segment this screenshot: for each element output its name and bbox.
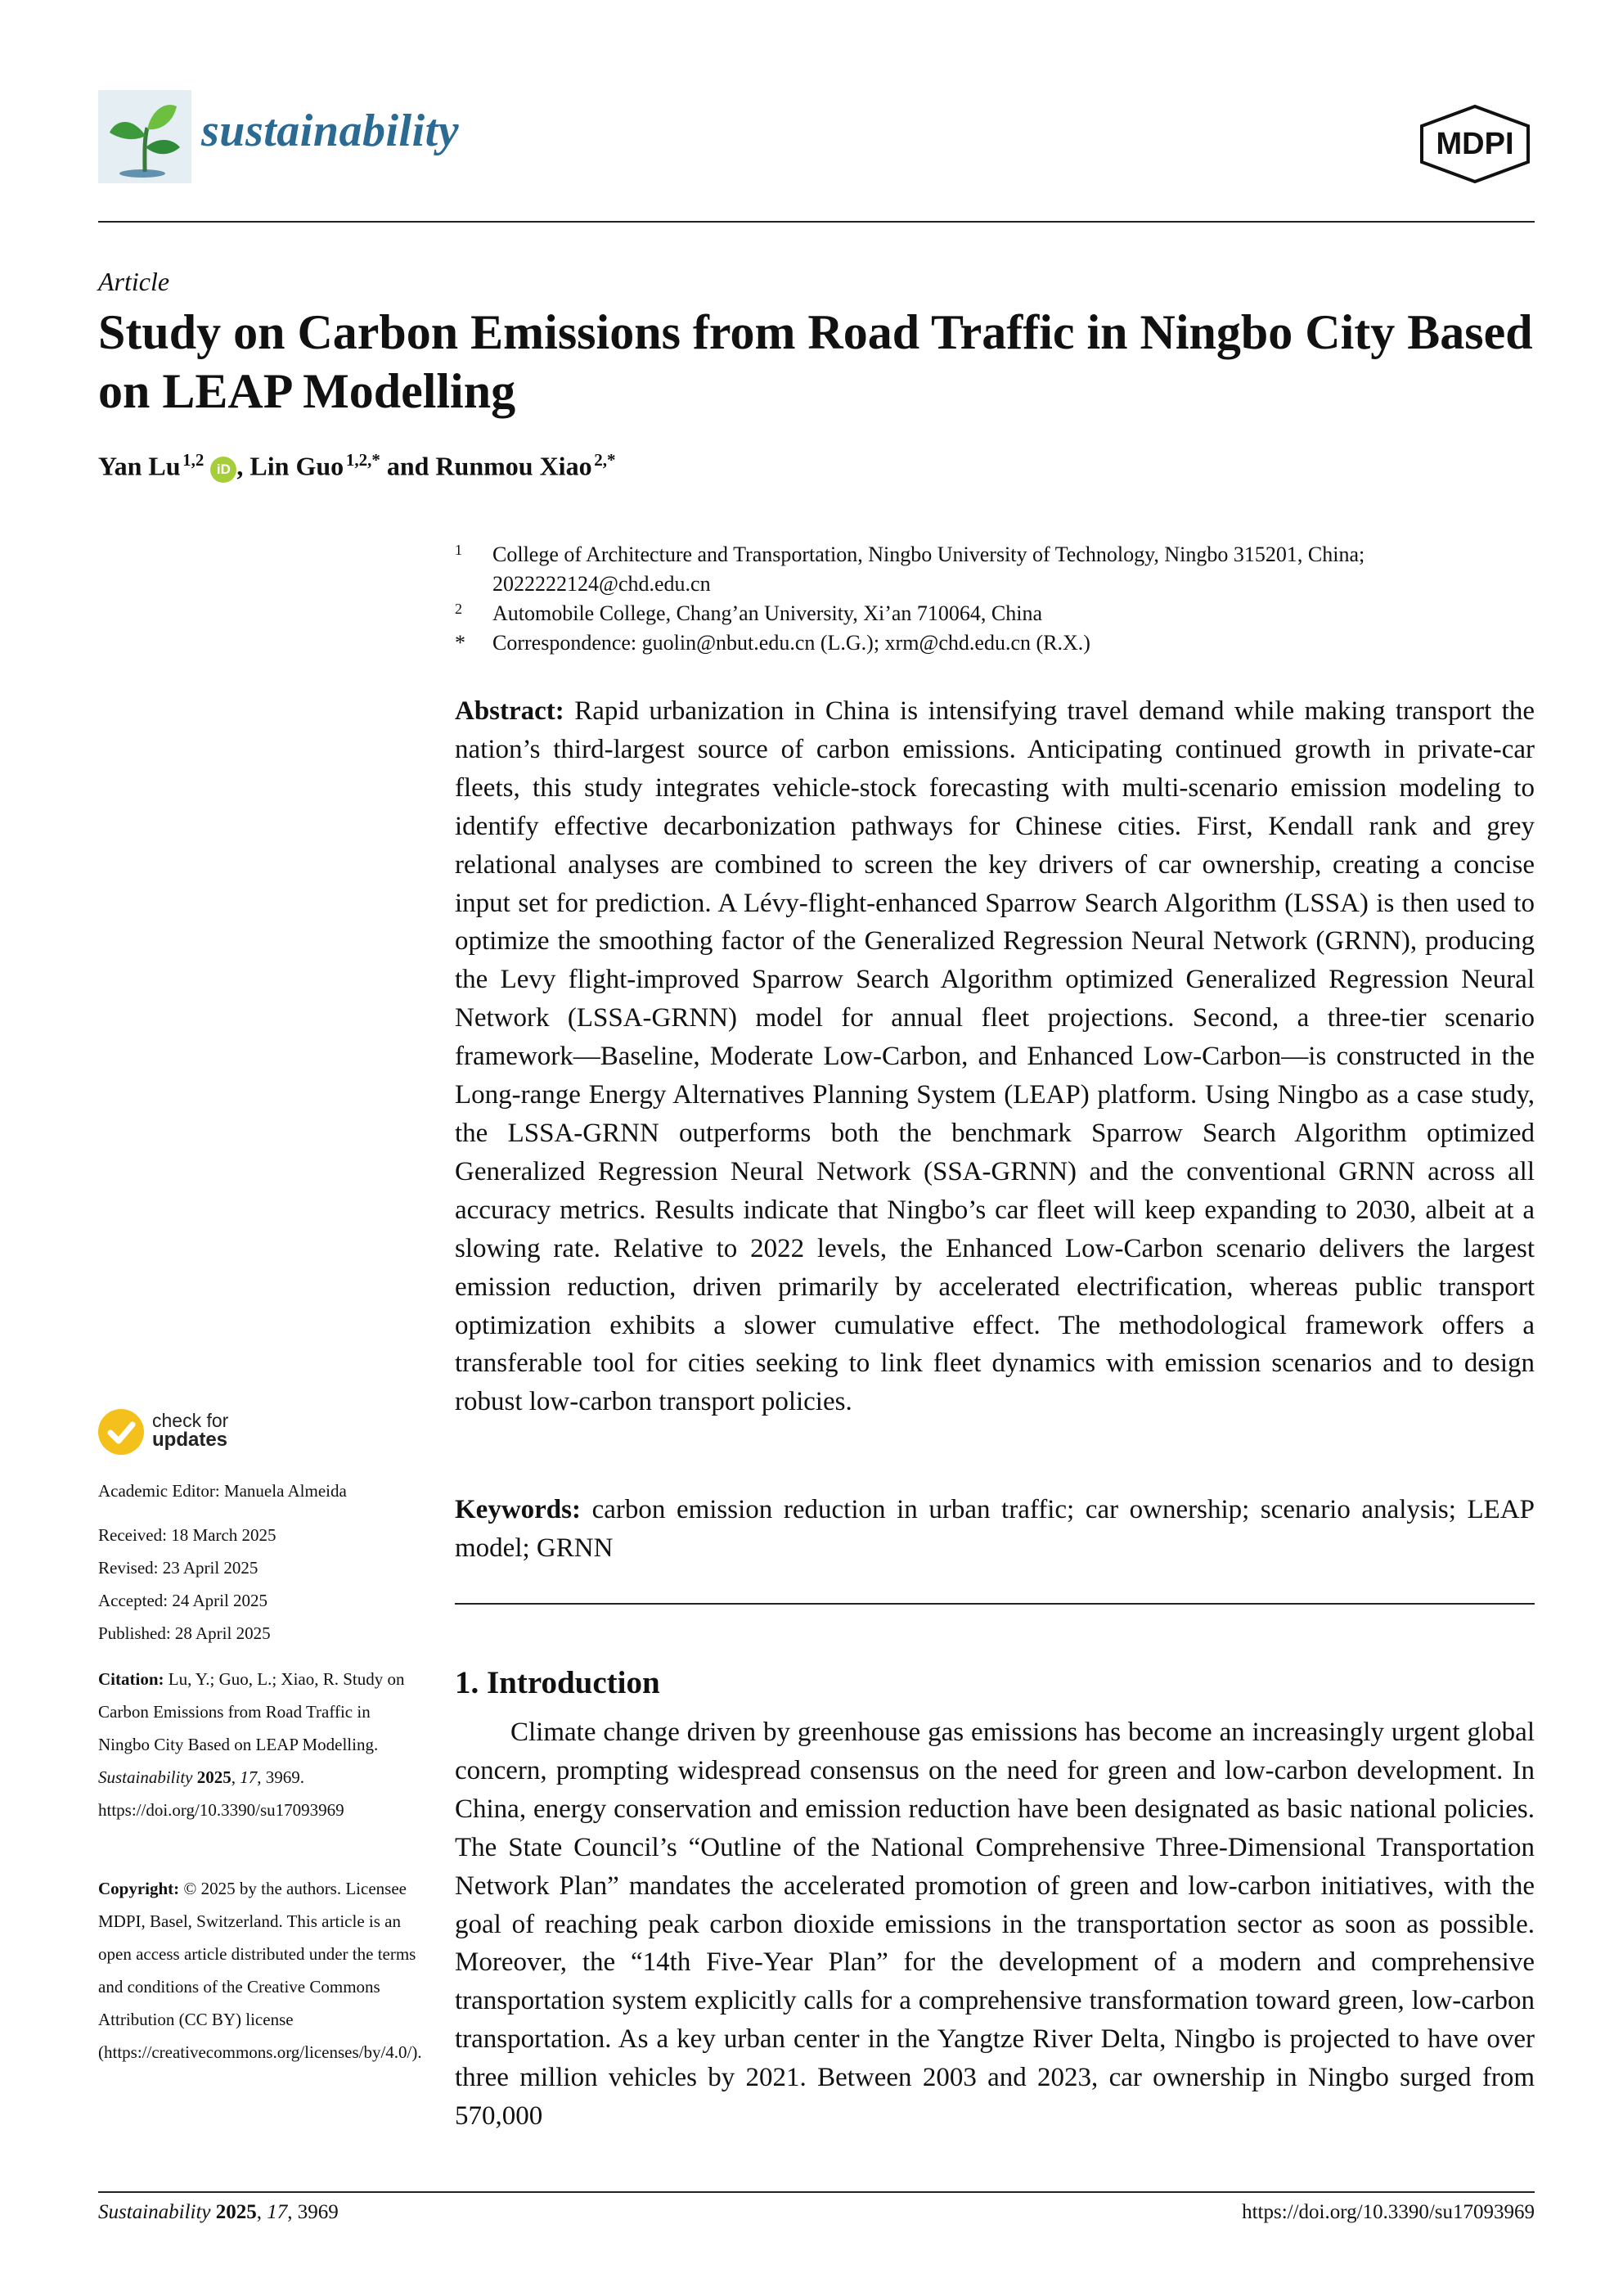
article-type: Article bbox=[98, 267, 170, 296]
date-revised: Revised: 23 April 2025 bbox=[98, 1558, 259, 1578]
check-updates-line2: updates bbox=[152, 1429, 228, 1451]
citation-journal: Sustainability bbox=[98, 1767, 193, 1787]
article-title: Study on Carbon Emissions from Road Traffic in Ningbo City Based on LEAP Modelling bbox=[98, 305, 1533, 418]
check-for-updates-icon[interactable] bbox=[98, 1409, 144, 1455]
author-name: Yan Lu bbox=[98, 451, 181, 481]
journal-name: sustainability bbox=[201, 106, 460, 156]
citation-text: Lu, Y.; Guo, L.; Xiao, R. Study on Carbon Emissions from Road Traffic in Ningbo City Based on LEAP Modelling. bbox=[98, 1669, 405, 1754]
affiliation-mark: 2 bbox=[455, 601, 462, 617]
abstract-label: Abstract: bbox=[455, 696, 564, 726]
mdpi-logo-text: MDPI bbox=[1436, 127, 1514, 161]
check-updates-line1: check for bbox=[152, 1410, 229, 1431]
keywords bbox=[455, 1491, 1535, 1568]
mdpi-logo bbox=[1414, 103, 1536, 185]
author-separator-and: and bbox=[380, 451, 436, 481]
citation: Citation: Lu, Y.; Guo, L.; Xiao, R. Study on Carbon Emissions from Road Traffic in Ningbo City Based on LEAP Modelling. Sustainability 2025, 17, 3969. https://doi.org/10.3390/su17093969 bbox=[98, 1669, 405, 1820]
affiliation-item bbox=[455, 599, 1535, 628]
date-received: Received: 18 March 2025 bbox=[98, 1525, 276, 1545]
footer-doi-link[interactable]: https://doi.org/10.3390/su17093969 bbox=[1242, 2201, 1535, 2223]
footer-article-number: , 3969 bbox=[287, 2201, 339, 2223]
introduction-text: Climate change driven by greenhouse gas emissions has become an increasingly urgent global concern, prompting widespread consensus on the need for green and low-carbon development. In China, energy conservation and emission reduction have been designated as basic national policies. The State Council’s “Outline of the National Comprehensive Three-Dimensional Transportation Network Plan” mandates the accelerated promotion of green and low-carbon initiatives, with the goal of reaching peak carbon dioxide emissions in the transportation sector as soon as possible. Moreover, the “14th Five-Year Plan” for the development of a modern and comprehensive transportation system explicitly calls for a comprehensive transformation toward green, low-carbon transportation. As a key urban center in the Yangtze River Delta, Ningbo is projected to have over three million vehicles by 2021. Between 2003 and 2023, car ownership in Ningbo surged from 570,000 bbox=[455, 1717, 1535, 2132]
citation-year: 2025 bbox=[196, 1767, 232, 1787]
academic-editor: Academic Editor: Manuela Almeida bbox=[98, 1481, 347, 1501]
copyright bbox=[98, 1872, 425, 2069]
copyright-text: © 2025 by the authors. Licensee MDPI, Basel, Switzerland. This article is an open access article distributed under the terms and conditions of the Creative Commons Attribution (CC BY) license (https://creativecommons.org/licenses/by/4.0/). bbox=[98, 1879, 422, 2062]
author-separator: , bbox=[236, 451, 250, 481]
affiliations bbox=[455, 540, 1535, 658]
journal-logo bbox=[98, 90, 191, 183]
date-published: Published: 28 April 2025 bbox=[98, 1623, 271, 1643]
correspondence-text: Correspondence: guolin@nbut.edu.cn (L.G.); xrm@chd.edu.cn (R.X.) bbox=[492, 631, 1090, 655]
author-affiliation-marks: 1,2,* bbox=[345, 450, 380, 470]
footer-volume: 17 bbox=[267, 2201, 288, 2223]
date-accepted: Accepted: 24 April 2025 bbox=[98, 1591, 268, 1610]
section-divider bbox=[455, 1603, 1535, 1605]
orcid-icon[interactable]: iD bbox=[210, 457, 236, 483]
footer-citation: Sustainability 2025, 17, 3969 bbox=[98, 2201, 339, 2223]
footer-divider bbox=[98, 2191, 1535, 2193]
keywords-label: Keywords: bbox=[455, 1495, 581, 1524]
affiliation-text: Automobile College, Chang’an University, Xi’an 710064, China bbox=[492, 601, 1043, 625]
abstract bbox=[455, 692, 1535, 1421]
author-affiliation-marks: 1,2 bbox=[182, 450, 205, 470]
correspondence-mark: * bbox=[455, 631, 465, 655]
affiliation-text: College of Architecture and Transportation, Ningbo University of Technology, Ningbo 315201, China; 2022222124@chd.edu.cn bbox=[492, 542, 1365, 596]
publication-dates bbox=[98, 1519, 425, 1650]
affiliation-item bbox=[455, 628, 1535, 658]
author-list bbox=[98, 450, 615, 483]
citation-rest[interactable]: , 3969. https://doi.org/10.3390/su17093969 bbox=[98, 1767, 344, 1820]
section-heading: 1. Introduction bbox=[455, 1665, 660, 1700]
check-for-updates-button[interactable] bbox=[152, 1411, 228, 1450]
citation-label: Citation: bbox=[98, 1669, 164, 1689]
header-divider bbox=[98, 221, 1535, 223]
author-name: Lin Guo bbox=[250, 451, 344, 481]
footer-year: 2025 bbox=[215, 2201, 257, 2223]
affiliation-item bbox=[455, 540, 1535, 599]
affiliation-mark: 1 bbox=[455, 542, 462, 558]
keywords-text: carbon emission reduction in urban traffic; car ownership; scenario analysis; LEAP model; GRNN bbox=[455, 1495, 1535, 1563]
author-name: Runmou Xiao bbox=[435, 451, 592, 481]
citation-volume: 17 bbox=[240, 1767, 258, 1787]
footer-journal: Sustainability bbox=[98, 2201, 211, 2223]
abstract-text: Rapid urbanization in China is intensifying travel demand while making transport the nation’s third-largest source of carbon emissions. Anticipating continued growth in private-car fleets, this study integrates vehicle-stock forecasting with multi-scenario emission modeling to identify effective decarbonization pathways for Chinese cities. First, Kendall rank and grey relational analyses are combined to screen the key drivers of car ownership, creating a concise input set for prediction. A Lévy-flight-enhanced Sparrow Search Algorithm (LSSA) is then used to optimize the smoothing factor of the Generalized Regression Neural Network (GRNN), producing the Levy flight-improved Sparrow Search Algorithm optimized Generalized Regression Neural Network (LSSA-GRNN) model for annual fleet projections. Second, a three-tier scenario framework—Baseline, Moderate Low-Carbon, and Enhanced Low-Carbon—is constructed in the Long-range Energy Alternatives Planning System (LEAP) platform. Using Ningbo as a case study, the LSSA-GRNN outperforms both the benchmark Sparrow Search Algorithm optimized Generalized Regression Neural Network (SSA-GRNN) and the conventional GRNN across all accuracy metrics. Results indicate that Ningbo’s car fleet will keep expanding to 2030, albeit at a slowing rate. Relative to 2022 levels, the Enhanced Low-Carbon scenario delivers the largest emission reduction, driven primarily by accelerated electrification, whereas public transport optimization exhibits a slower cumulative effect. The methodological framework offers a transferable tool for cities seeking to link fleet dynamics with emission scenarios and to design robust low-carbon transport policies. bbox=[455, 696, 1535, 1417]
author-affiliation-marks: 2,* bbox=[594, 450, 616, 470]
copyright-label: Copyright: bbox=[98, 1879, 180, 1898]
